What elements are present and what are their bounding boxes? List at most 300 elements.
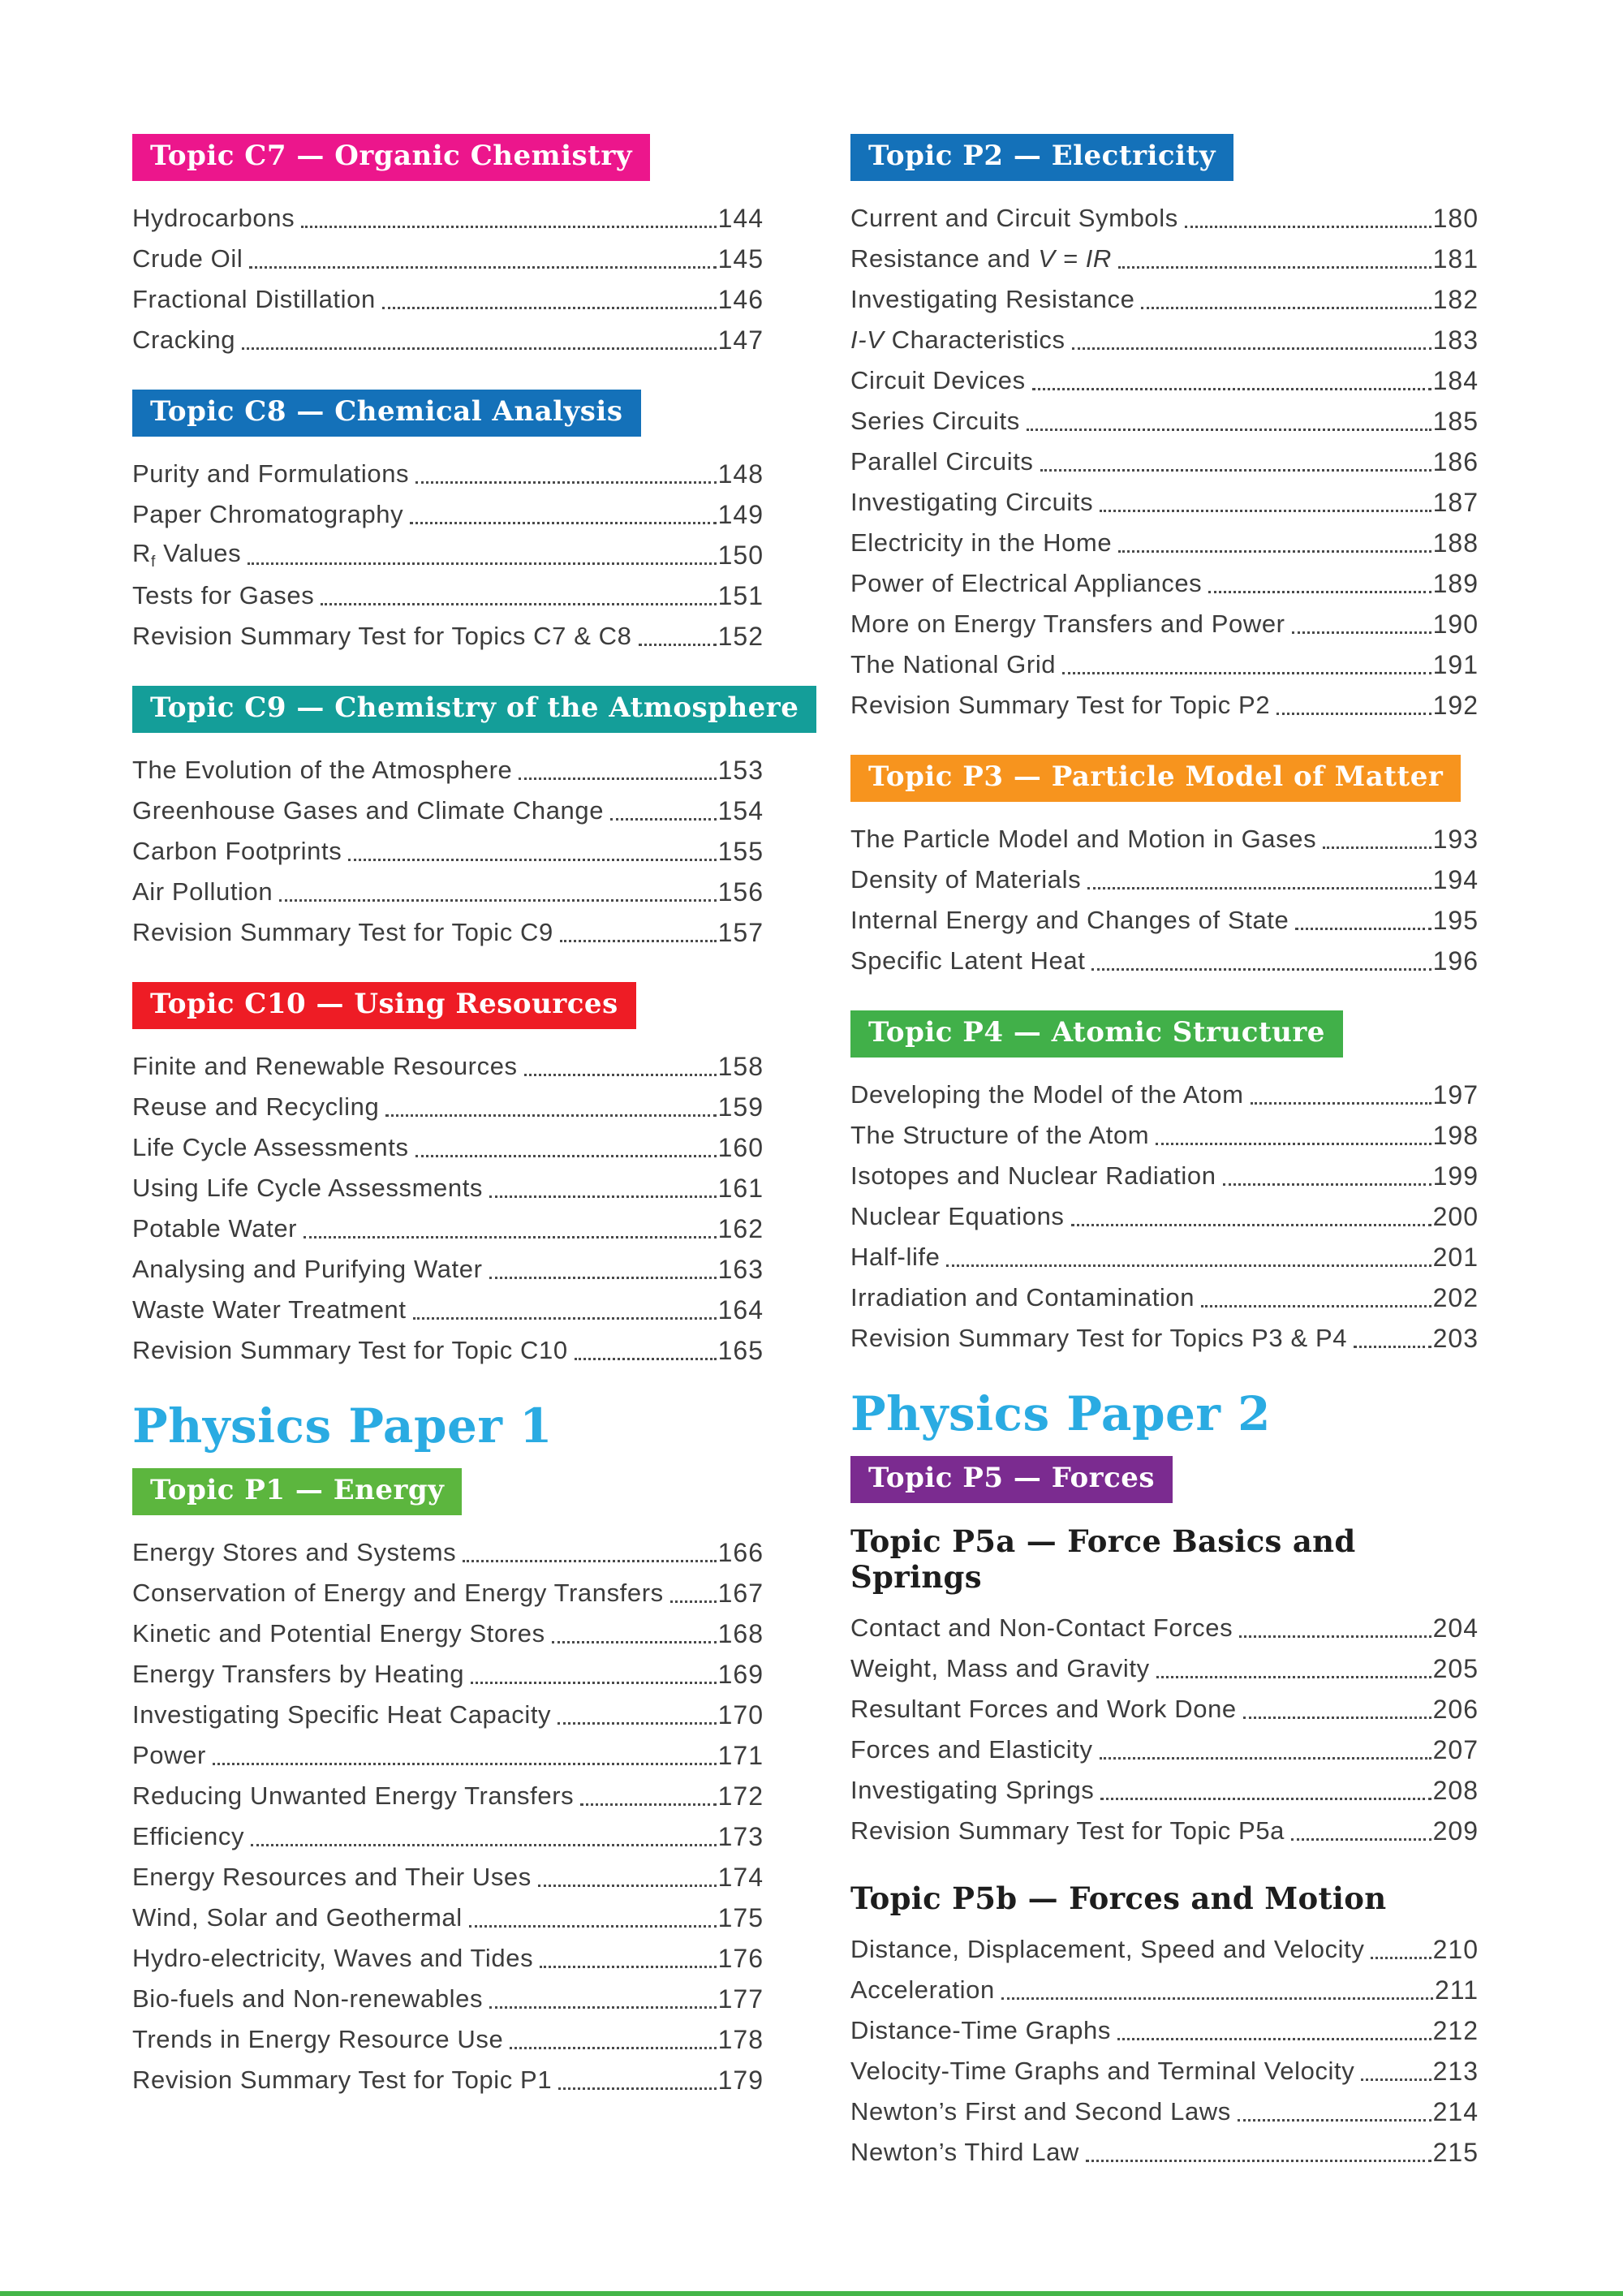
toc-page-number: 191 <box>1432 649 1479 679</box>
toc-row <box>850 819 1479 859</box>
toc-entry-title <box>132 285 376 314</box>
topic-header <box>850 1010 1343 1058</box>
toc-entry-title <box>850 1243 940 1272</box>
dotted-leader <box>1156 1115 1431 1156</box>
toc-list <box>850 198 1479 726</box>
toc-page-number: 165 <box>717 1335 764 1365</box>
toc-entry-title <box>132 837 342 866</box>
toc-page-number: 154 <box>717 795 764 825</box>
topic-header-label: Topic P5 — Forces <box>868 1462 1156 1494</box>
toc-entry-title <box>850 488 1093 517</box>
toc-row <box>850 2051 1479 2091</box>
toc-title-text: Wind, Solar and Geothermal <box>132 1903 463 1932</box>
toc-row <box>132 1898 764 1938</box>
toc-row <box>850 401 1479 442</box>
toc-page-number: 151 <box>717 580 764 610</box>
toc-row <box>850 239 1479 279</box>
toc-page-number: 159 <box>717 1092 764 1122</box>
toc-row <box>850 859 1479 900</box>
topic-header <box>132 1468 462 1515</box>
dotted-leader <box>510 2019 716 2060</box>
toc-title-text: Revision Summary Test for Topic C10 <box>132 1336 568 1364</box>
toc-title-text: Characteristics <box>884 325 1065 354</box>
toc-entry-title <box>132 1052 518 1081</box>
toc-row <box>132 616 764 657</box>
dotted-leader <box>1243 1689 1431 1730</box>
toc-page-number: 215 <box>1432 2137 1479 2167</box>
toc-title-text: Revision Summary Test for Topic P1 <box>132 2066 553 2094</box>
toc-page-number: 197 <box>1432 1079 1479 1109</box>
toc-title-text: Newton’s Third Law <box>850 2138 1079 2166</box>
toc-page-number: 211 <box>1434 1975 1479 2005</box>
toc-entry-title <box>850 2138 1079 2167</box>
dotted-leader <box>415 454 716 494</box>
dotted-leader <box>469 1898 717 1938</box>
toc-entry-title <box>132 1619 545 1648</box>
toc-row <box>132 1087 764 1127</box>
toc-entry-title <box>132 2025 503 2054</box>
dotted-leader <box>670 1573 717 1613</box>
toc-title-text: Investigating Specific Heat Capacity <box>132 1700 552 1729</box>
toc-entry-title <box>850 946 1085 976</box>
toc-list <box>850 1075 1479 1359</box>
toc-entry-title <box>850 1202 1065 1231</box>
toc-page-number: 144 <box>717 203 764 233</box>
toc-title-text: Resultant Forces and Work Done <box>850 1695 1237 1723</box>
toc-title-text: Contact and Non-Contact Forces <box>850 1613 1233 1642</box>
toc-title-text: The National Grid <box>850 650 1057 678</box>
dotted-leader <box>348 831 716 872</box>
toc-row <box>132 2019 764 2060</box>
topic-header-label: Topic P4 — Atomic Structure <box>868 1016 1325 1049</box>
toc-title-text: Air Pollution <box>132 877 273 906</box>
toc-page-number: 187 <box>1432 487 1479 517</box>
toc-title-text: Carbon Footprints <box>132 837 342 865</box>
toc-page-number: 180 <box>1432 203 1479 233</box>
dotted-leader <box>463 1532 716 1573</box>
toc-row <box>850 2091 1479 2132</box>
toc-entry-title <box>850 1121 1149 1150</box>
toc-entry-title <box>850 407 1020 436</box>
toc-entry-title <box>850 825 1316 854</box>
toc-row <box>132 1695 764 1735</box>
dotted-leader <box>1001 1970 1433 2010</box>
toc-row <box>132 790 764 831</box>
toc-title-text: Finite and Renewable Resources <box>132 1052 518 1080</box>
topic-header <box>850 1456 1173 1503</box>
toc-entry-title <box>850 325 1065 355</box>
toc-page-number: 184 <box>1432 365 1479 395</box>
toc-row <box>132 1532 764 1573</box>
toc-row <box>850 2132 1479 2173</box>
toc-page-number: 149 <box>717 499 764 529</box>
dotted-leader <box>1100 1770 1431 1811</box>
toc-row <box>850 900 1479 941</box>
toc-page-number: 204 <box>1432 1613 1479 1643</box>
topic-header-label: Topic P2 — Electricity <box>868 140 1216 172</box>
toc-page-number: 174 <box>717 1862 764 1892</box>
dotted-leader <box>1118 239 1431 279</box>
toc-row <box>850 1929 1479 1970</box>
dotted-leader <box>1251 1075 1431 1115</box>
toc-page-number: 201 <box>1432 1242 1479 1272</box>
toc-page-number: 167 <box>717 1578 764 1608</box>
toc-title-text: Acceleration <box>850 1975 995 2004</box>
toc-title-text: Irradiation and Contamination <box>850 1283 1195 1312</box>
toc-title-text: Revision Summary Test for Topics P3 & P4 <box>850 1324 1348 1352</box>
dotted-leader <box>560 912 717 953</box>
toc-title-text: Fractional Distillation <box>132 285 376 313</box>
toc-title-text: Investigating Resistance <box>850 285 1135 313</box>
toc-row <box>132 750 764 790</box>
toc-page-number: 209 <box>1432 1816 1479 1846</box>
toc-title-text: Potable Water <box>132 1214 298 1243</box>
toc-list <box>132 750 764 953</box>
toc-title-text: Efficiency <box>132 1822 245 1850</box>
toc-title-text: More on Energy Transfers and Power <box>850 610 1285 638</box>
toc-row <box>132 494 764 535</box>
toc-page-number: 178 <box>717 2024 764 2054</box>
toc-entry-title <box>850 447 1034 476</box>
toc-title-text: Current and Circuit Symbols <box>850 204 1178 232</box>
toc-row <box>850 1608 1479 1648</box>
toc-list <box>850 1929 1479 2173</box>
toc-title-text: Reducing Unwanted Energy Transfers <box>132 1781 575 1810</box>
toc-title-text: Purity and Formulations <box>132 459 410 488</box>
dotted-leader <box>538 1857 717 1898</box>
toc-title-text: Forces and Elasticity <box>850 1735 1093 1764</box>
toc-page-number: 189 <box>1432 568 1479 598</box>
dotted-leader <box>1040 442 1431 482</box>
toc-row <box>132 912 764 953</box>
toc-page-number: 195 <box>1432 905 1479 935</box>
toc-entry-title <box>850 2016 1111 2045</box>
toc-page-number: 155 <box>717 836 764 866</box>
toc-row <box>850 1970 1479 2010</box>
dotted-leader <box>558 1695 716 1735</box>
dotted-leader <box>610 790 717 831</box>
dotted-leader <box>301 198 716 239</box>
toc-row <box>132 1938 764 1979</box>
toc-entry-title <box>850 1695 1237 1724</box>
toc-row <box>132 1127 764 1168</box>
toc-entry-title <box>132 1174 483 1203</box>
topic-header <box>132 982 636 1029</box>
toc-entry-title <box>132 325 235 355</box>
dotted-leader <box>552 1613 717 1654</box>
dotted-leader <box>213 1735 717 1776</box>
dotted-leader <box>489 1168 717 1208</box>
toc-title-text: Investigating Circuits <box>850 488 1094 516</box>
toc-list <box>850 1608 1479 1851</box>
toc-row <box>132 1735 764 1776</box>
dotted-leader <box>242 320 716 360</box>
toc-row <box>850 1075 1479 1115</box>
dotted-leader <box>1062 644 1431 685</box>
toc-row <box>132 2060 764 2100</box>
toc-title-text: Velocity-Time Graphs and Terminal Velocity <box>850 2057 1355 2085</box>
dotted-leader <box>519 750 716 790</box>
toc-row <box>850 279 1479 320</box>
toc-entry-title <box>132 1863 532 1892</box>
toc-page-number: 147 <box>717 325 764 355</box>
toc-title-text: Power of Electrical Appliances <box>850 569 1203 597</box>
toc-page-number: 172 <box>717 1781 764 1811</box>
dotted-leader <box>489 1249 717 1290</box>
toc-row <box>132 1249 764 1290</box>
dotted-leader <box>249 239 716 279</box>
toc-row <box>132 454 764 494</box>
toc-title-text: Half-life <box>850 1243 941 1271</box>
toc-entry-title <box>132 877 273 907</box>
toc-title-text: Energy Resources and Their Uses <box>132 1863 532 1891</box>
toc-row <box>132 1208 764 1249</box>
dotted-leader <box>1223 1156 1431 1196</box>
toc-list <box>850 819 1479 981</box>
toc-page-number: 176 <box>717 1943 764 1973</box>
toc-entry-title <box>132 756 512 785</box>
dotted-leader <box>385 1087 716 1127</box>
toc-entry-title <box>132 1579 664 1608</box>
toc-page-number: 212 <box>1432 2015 1479 2045</box>
toc-title-text: Distance-Time Graphs <box>850 2016 1111 2044</box>
dotted-leader <box>1117 2010 1431 2051</box>
toc-entry-title <box>850 1975 995 2005</box>
toc-title-text: Reuse and Recycling <box>132 1092 380 1121</box>
toc-list <box>132 1532 764 2100</box>
toc-row <box>132 1776 764 1816</box>
dotted-leader <box>946 1237 1431 1277</box>
toc-page-number: 160 <box>717 1132 764 1162</box>
toc-entry-title <box>132 1944 533 1973</box>
topic-header-label: Topic C7 — Organic Chemistry <box>150 140 633 172</box>
toc-page-number: 199 <box>1432 1161 1479 1191</box>
topic-header-label: Topic C9 — Chemistry of the Atmosphere <box>150 691 799 724</box>
topic-header <box>132 390 641 437</box>
toc-title-text: Weight, Mass and Gravity <box>850 1654 1150 1682</box>
toc-page-number: 213 <box>1432 2056 1479 2086</box>
toc-page-number: 203 <box>1432 1323 1479 1353</box>
toc-title-text: Tests for Gases <box>132 581 315 610</box>
toc-title-text: Resistance and <box>850 244 1039 273</box>
toc-entry-title <box>132 1660 464 1689</box>
toc-page-number: 173 <box>717 1821 764 1851</box>
toc-title-italic: I-V <box>850 325 885 354</box>
toc-page-number: 185 <box>1432 406 1479 436</box>
toc-entry-title <box>132 1741 206 1770</box>
toc-entry-title <box>132 1781 574 1811</box>
toc-entry-title <box>132 539 241 571</box>
toc-row <box>850 1156 1479 1196</box>
toc-row <box>850 604 1479 644</box>
topic-header <box>132 134 650 181</box>
dotted-leader <box>279 872 716 912</box>
toc-page-number: 200 <box>1432 1201 1479 1231</box>
toc-entry-title <box>850 2097 1231 2126</box>
toc-entry-title <box>850 1283 1195 1312</box>
toc-row <box>850 1318 1479 1359</box>
toc-page-number: 153 <box>717 755 764 785</box>
toc-entry-title <box>850 244 1112 274</box>
toc-row <box>850 1689 1479 1730</box>
toc-page-number: 214 <box>1432 2096 1479 2126</box>
dotted-leader <box>1291 1811 1431 1851</box>
toc-title-text: Nuclear Equations <box>850 1202 1065 1230</box>
toc-page-number: 205 <box>1432 1653 1479 1683</box>
dotted-leader <box>382 279 717 320</box>
toc-title-text: Paper Chromatography <box>132 500 404 528</box>
toc-page-number: 175 <box>717 1902 764 1932</box>
toc-entry-title <box>850 610 1285 639</box>
toc-title-text: Electricity in the Home <box>850 528 1113 557</box>
toc-entry-title <box>132 1255 483 1284</box>
toc-title-text: Analysing and Purifying Water <box>132 1255 483 1283</box>
toc-page-number: 193 <box>1432 824 1479 854</box>
toc-page-number: 207 <box>1432 1734 1479 1764</box>
dotted-leader <box>1071 1196 1431 1237</box>
toc-title-text: Isotopes and Nuclear Radiation <box>850 1161 1216 1190</box>
toc-row <box>132 831 764 872</box>
toc-row <box>850 644 1479 685</box>
toc-entry-title <box>132 1214 297 1243</box>
dotted-leader <box>248 535 716 575</box>
toc-entry-title <box>850 865 1081 894</box>
dotted-leader <box>580 1776 716 1816</box>
toc-title-text: Density of Materials <box>850 865 1082 894</box>
toc-row <box>132 1573 764 1613</box>
toc-page-number: 208 <box>1432 1775 1479 1805</box>
toc-row <box>850 482 1479 523</box>
dotted-leader <box>1201 1277 1431 1318</box>
toc-row <box>850 1811 1479 1851</box>
toc-title-text: The Structure of the Atom <box>850 1121 1150 1149</box>
dotted-leader <box>524 1046 717 1087</box>
toc-row <box>132 535 764 575</box>
toc-page-number: 192 <box>1432 690 1479 720</box>
toc-entry-title <box>850 366 1026 395</box>
toc-entry-title <box>132 622 632 651</box>
dotted-leader <box>1118 523 1431 563</box>
toc-row <box>850 198 1479 239</box>
toc-list <box>132 454 764 657</box>
toc-row <box>850 1730 1479 1770</box>
dotted-leader <box>1086 2132 1431 2173</box>
toc-page-number: 206 <box>1432 1694 1479 1724</box>
toc-page-number: 190 <box>1432 609 1479 639</box>
toc-entry-title <box>132 1295 407 1325</box>
subtopic-title: Topic P5b — Forces and Motion <box>850 1880 1387 1916</box>
toc-title-text: Kinetic and Potential Energy Stores <box>132 1619 545 1648</box>
toc-list <box>132 198 764 360</box>
toc-title-text: Developing the Model of the Atom <box>850 1080 1244 1109</box>
toc-row <box>850 2010 1479 2051</box>
toc-title-text: Energy Transfers by Heating <box>132 1660 465 1688</box>
toc-title-text: Conservation of Energy and Energy Transfers <box>132 1579 664 1607</box>
dotted-leader <box>1185 198 1431 239</box>
toc-page-number: 179 <box>717 2065 764 2095</box>
subtopic-title: Topic P5a — Force Basics and Springs <box>850 1523 1356 1595</box>
toc-page-number: 161 <box>717 1173 764 1203</box>
toc-entry-title <box>132 581 314 610</box>
toc-title-text: The Particle Model and Motion in Gases <box>850 825 1317 853</box>
paper-title: Physics Paper 2 <box>850 1386 1272 1441</box>
toc-page-number: 156 <box>717 877 764 907</box>
toc-title-text: Hydrocarbons <box>132 204 295 232</box>
topic-header-label: Topic C8 — Chemical Analysis <box>150 395 623 428</box>
toc-title-italic: V = IR <box>1038 244 1112 273</box>
dotted-leader <box>1100 1730 1431 1770</box>
toc-page-number: 182 <box>1432 284 1479 314</box>
toc-entry-title <box>850 1935 1364 1964</box>
dotted-leader <box>471 1654 717 1695</box>
toc-row <box>850 360 1479 401</box>
toc-title-text: Greenhouse Gases and Climate Change <box>132 796 605 825</box>
toc-title-text: Crude Oil <box>132 244 243 273</box>
toc-entry-title <box>132 459 409 489</box>
toc-page-number: 181 <box>1432 243 1479 274</box>
topic-header-label: Topic P3 — Particle Model of Matter <box>868 760 1444 793</box>
toc-page-number: 164 <box>717 1294 764 1325</box>
dotted-leader <box>540 1938 716 1979</box>
toc-title-text: Revision Summary Test for Topic C9 <box>132 918 553 946</box>
column-left <box>132 134 799 2130</box>
toc-entry-title <box>132 1822 244 1851</box>
toc-page-number: 150 <box>717 540 764 570</box>
dotted-leader <box>304 1208 717 1249</box>
toc-title-sub: f <box>151 553 156 571</box>
dotted-leader <box>1100 482 1431 523</box>
toc-page-number: 171 <box>717 1740 764 1770</box>
toc-row <box>132 1979 764 2019</box>
topic-header-label: Topic C10 — Using Resources <box>150 988 618 1020</box>
toc-entry-title <box>850 1613 1233 1643</box>
toc-entry-title <box>132 1336 568 1365</box>
toc-title-text: Revision Summary Test for Topic P5a <box>850 1816 1285 1845</box>
toc-row <box>850 1648 1479 1689</box>
toc-page-number: 194 <box>1432 864 1479 894</box>
dotted-leader <box>639 616 717 657</box>
dotted-leader <box>1027 401 1431 442</box>
toc-page-number: 169 <box>717 1659 764 1689</box>
toc-entry-title <box>132 244 243 274</box>
toc-row <box>132 1168 764 1208</box>
toc-title-text: Parallel Circuits <box>850 447 1034 476</box>
dotted-leader <box>321 575 716 616</box>
toc-row <box>132 239 764 279</box>
toc-page-number: 148 <box>717 459 764 489</box>
toc-page-number: 202 <box>1432 1282 1479 1312</box>
toc-row <box>850 320 1479 360</box>
toc-list <box>132 1046 764 1371</box>
toc-row <box>850 1770 1479 1811</box>
toc-title-text: Energy Stores and Systems <box>132 1538 457 1566</box>
toc-entry-title <box>850 2057 1354 2086</box>
dotted-leader <box>1032 360 1431 401</box>
toc-row <box>132 198 764 239</box>
toc-entry-title <box>850 1816 1285 1846</box>
toc-title-text: Bio-fuels and Non-renewables <box>132 1984 484 2013</box>
toc-title-text: Hydro-electricity, Waves and Tides <box>132 1944 534 1972</box>
dotted-leader <box>558 2060 716 2100</box>
dotted-leader <box>1295 900 1431 941</box>
toc-entry-title <box>850 1324 1347 1353</box>
toc-entry-title <box>850 528 1112 558</box>
toc-entry-title <box>850 1161 1216 1191</box>
toc-title-text: Using Life Cycle Assessments <box>132 1174 484 1202</box>
toc-page-number: 168 <box>717 1618 764 1648</box>
toc-page-number: 162 <box>717 1213 764 1243</box>
toc-page-number: 166 <box>717 1537 764 1567</box>
